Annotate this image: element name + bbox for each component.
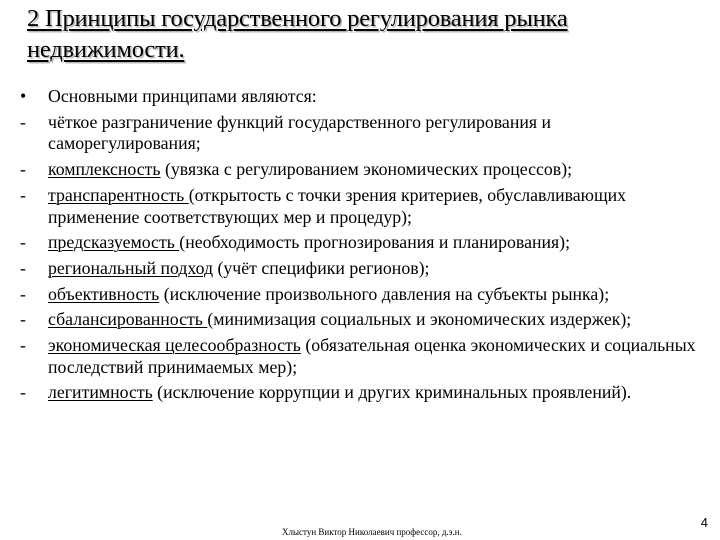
principle-term: экономическая целесообразность	[48, 335, 301, 356]
list-item-principle	[0, 185, 720, 228]
list-item-principle	[0, 335, 720, 378]
principle-term: объективность	[48, 283, 160, 304]
slide-title: 2 Принципы государственного регулирования рынка недвижимости.	[27, 5, 568, 63]
list-item-intro	[0, 86, 720, 108]
list-item-principle	[0, 159, 720, 181]
principle-term: предсказуемость	[48, 232, 180, 253]
principle-term: транспарентность	[48, 184, 189, 205]
list-item-principle	[0, 309, 720, 331]
principle-term: региональный подход	[48, 257, 214, 278]
principle-description: (необходимость прогнозирования и планирования);	[179, 232, 571, 253]
principle-description: (минимизация социальных и экономических издержек);	[207, 309, 632, 330]
principle-description: (учёт специфики регионов);	[213, 257, 430, 278]
page-number: 4	[700, 515, 708, 530]
dash-icon: -	[20, 335, 26, 356]
dash-icon: -	[20, 382, 26, 403]
footer-author: Хлыстун Виктор Николаевич профессор, д.э.н.	[282, 527, 462, 537]
dash-icon: -	[20, 111, 26, 132]
list-item-principle	[0, 382, 720, 404]
principle-description: (открытость с точки зрения критериев, обуславливающих применение соответствующих мер и процедур);	[48, 184, 627, 227]
list-item-principle	[0, 232, 720, 254]
principle-description: (увязка с регулированием экономических процессов);	[160, 159, 573, 180]
dash-icon: -	[20, 232, 26, 253]
dash-icon: -	[20, 257, 26, 278]
bullet-icon: •	[20, 86, 27, 106]
list-item-principle	[0, 284, 720, 306]
dash-icon: -	[20, 309, 26, 330]
principle-description: (исключение коррупции и других криминальных проявлений).	[152, 382, 632, 403]
intro-text: Основными принципами являются:	[48, 86, 317, 106]
principle-term: легитимность	[48, 382, 153, 403]
list-item-principle	[0, 112, 720, 155]
dash-icon: -	[20, 184, 26, 205]
principle-description: (обязательная оценка экономических и социальных последствий принимаемых мер);	[48, 335, 696, 377]
principle-description: (исключение произвольного давления на субъекты рынка);	[159, 283, 610, 304]
dash-icon: -	[20, 159, 26, 180]
principles-list	[0, 86, 720, 408]
dash-icon: -	[20, 283, 26, 304]
principle-description: чёткое разграничение функций государственного регулирования и саморегулирования;	[48, 111, 551, 154]
principle-term: сбалансированность	[48, 309, 208, 330]
principle-term: комплексность	[48, 159, 161, 180]
list-item-principle	[0, 258, 720, 280]
